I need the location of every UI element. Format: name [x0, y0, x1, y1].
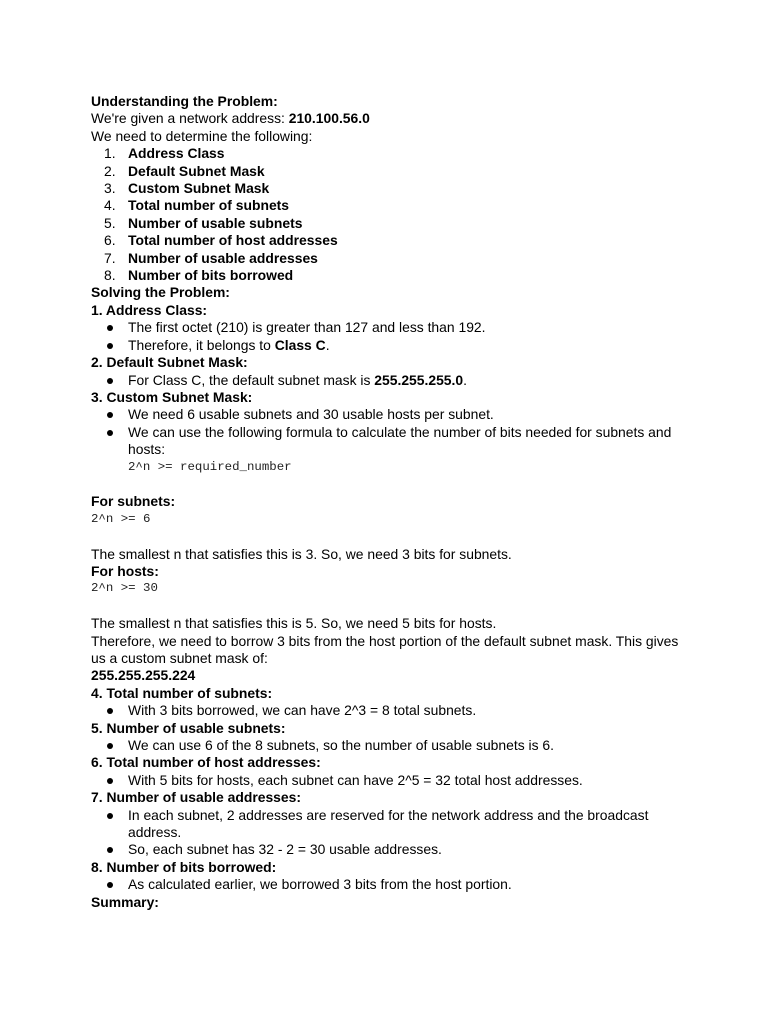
bullet-icon: [91, 841, 128, 858]
formula-code: 2^n >= 6: [91, 511, 151, 526]
list-item: So, each subnet has 32 - 2 = 30 usable addresses.: [91, 841, 681, 858]
bullet-list: [91, 406, 681, 458]
bullet-icon: [91, 807, 128, 842]
list-item: We can use the following formula to calculate the number of bits needed for subnets and hosts:: [91, 424, 681, 459]
section-title: 8. Number of bits borrowed:: [91, 858, 277, 875]
list-item: 3. Custom Subnet Mask: [104, 180, 270, 197]
custom-mask: 255.255.255.224: [91, 667, 196, 684]
therefore-paragraph: Therefore, we need to borrow 3 bits from the host portion of the default subnet mask. This gives us a custom subnet mask of:: [91, 632, 679, 666]
bullet-icon: [91, 319, 128, 336]
list-item: The first octet (210) is greater than 127 and less than 192.: [91, 319, 681, 336]
list-item: We can use 6 of the 8 subnets, so the number of usable subnets is 6.: [91, 737, 681, 754]
list-item: For Class C, the default subnet mask is 255.255.255.0.: [91, 372, 681, 389]
section-title: 3. Custom Subnet Mask:: [91, 388, 253, 405]
bullet-icon: [91, 876, 128, 893]
list-item: 1. Address Class: [104, 145, 225, 162]
bullet-icon: [91, 702, 128, 719]
list-item: 5. Number of usable subnets: [104, 214, 303, 231]
heading-understanding: Understanding the Problem:: [91, 93, 278, 109]
formula-code: 2^n >= 30: [91, 581, 158, 596]
bullet-list: [91, 772, 681, 789]
section-title: 4. Total number of subnets:: [91, 684, 273, 701]
bullet-list: [91, 702, 681, 719]
formula-code: 2^n >= required_number: [128, 459, 292, 474]
given-address: 210.100.56.0: [288, 110, 370, 127]
list-item: 4. Total number of subnets: [104, 197, 290, 214]
list-item: 7. Number of usable addresses: [104, 249, 318, 266]
bullet-list: [91, 876, 681, 893]
bullet-icon: [91, 337, 128, 354]
list-item: 2. Default Subnet Mask: [104, 162, 265, 179]
bullet-list: [91, 372, 681, 389]
section-title: 7. Number of usable addresses:: [91, 789, 301, 806]
requirements-list: [91, 145, 681, 284]
hosts-result: The smallest n that satisfies this is 5. So, we need 5 bits for hosts.: [91, 615, 497, 632]
section-title: 6. Total number of host addresses:: [91, 754, 321, 771]
list-item: As calculated earlier, we borrowed 3 bits from the host portion.: [91, 876, 681, 893]
hosts-title: For hosts:: [91, 562, 159, 579]
bullet-list: [91, 319, 681, 354]
section-title: 1. Address Class:: [91, 301, 208, 318]
list-item: We need 6 usable subnets and 30 usable hosts per subnet.: [91, 406, 681, 423]
section-title: 2. Default Subnet Mask:: [91, 354, 248, 371]
need-line: We need to determine the following:: [91, 127, 313, 144]
summary-heading: Summary:: [91, 893, 159, 910]
section-title: 5. Number of usable subnets:: [91, 719, 286, 736]
heading-solving: Solving the Problem:: [91, 284, 230, 301]
bullet-icon: [91, 737, 128, 754]
bullet-list: [91, 737, 681, 754]
bullet-icon: [91, 406, 128, 423]
list-item: In each subnet, 2 addresses are reserved for the network address and the broadcast address.: [91, 807, 681, 842]
subnets-result: The smallest n that satisfies this is 3. So, we need 3 bits for subnets.: [91, 545, 512, 562]
given-line: We're given a network address: 210.100.56.0: [91, 110, 370, 127]
list-item: 6. Total number of host addresses: [104, 232, 338, 249]
list-item: Therefore, it belongs to Class C.: [91, 337, 681, 354]
bullet-icon: [91, 372, 128, 389]
bullet-icon: [91, 424, 128, 459]
document-content: [91, 93, 681, 911]
list-item: 8. Number of bits borrowed: [104, 267, 294, 284]
list-item: With 3 bits borrowed, we can have 2^3 = 8 total subnets.: [91, 702, 681, 719]
bullet-icon: [91, 772, 128, 789]
bullet-list: [91, 807, 681, 859]
list-item: With 5 bits for hosts, each subnet can have 2^5 = 32 total host addresses.: [91, 772, 681, 789]
subnets-title: For subnets:: [91, 493, 176, 510]
